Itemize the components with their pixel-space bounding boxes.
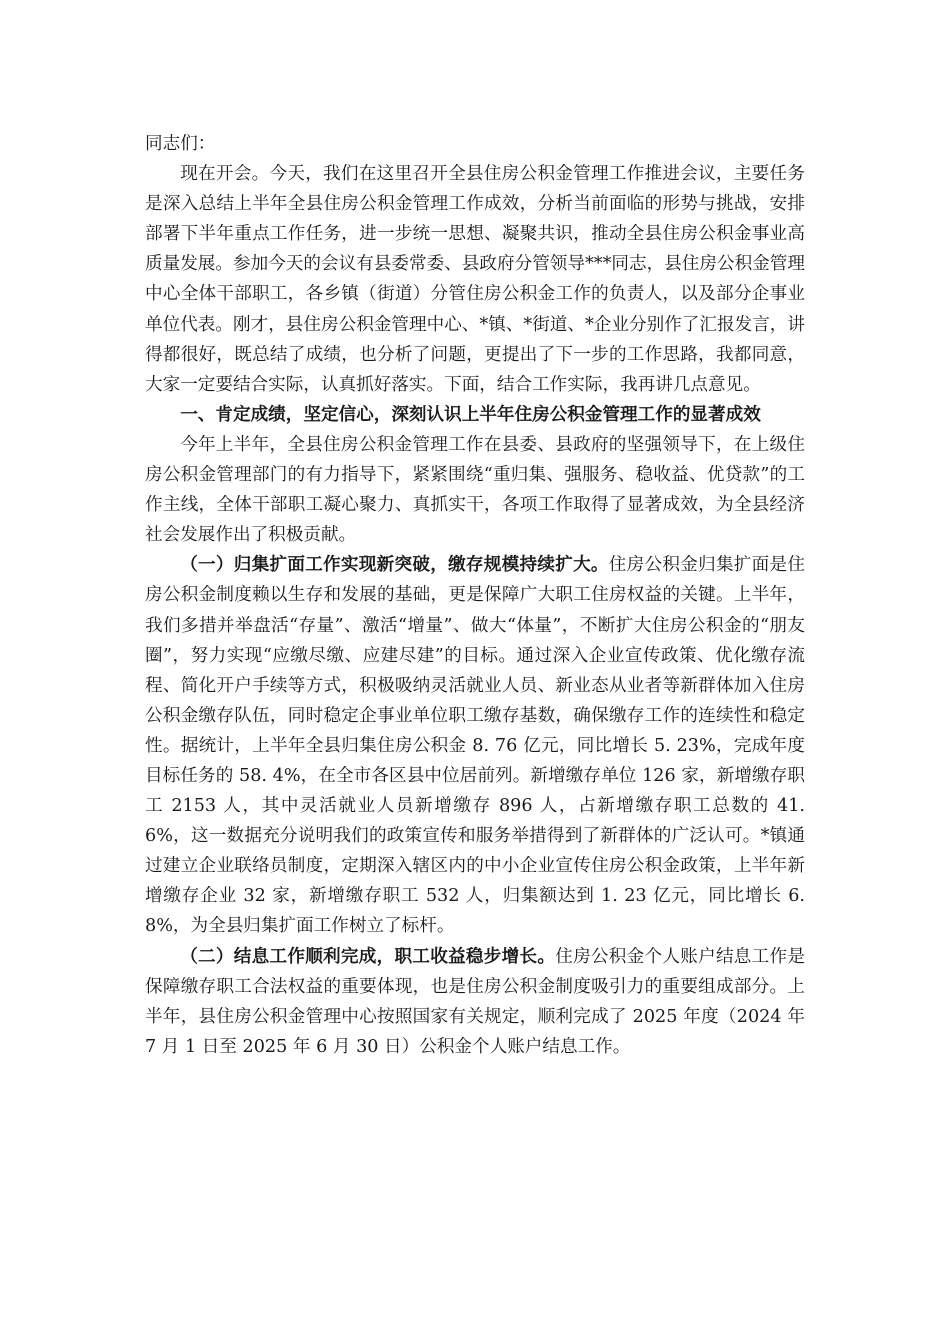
subsection-1-body: 住房公积金归集扩面是住房公积金制度赖以生存和发展的基础，更是保障广大职工住房权益的关键。上半年，我们多措并举盘活“存量”、激活“增量”、做大“体量”，不断扩大住房公积金的“朋友圈”，努力实现“应缴尽缴、应建尽建”的目标。通过深入企业宣传政策、优化缴存流程、简化开户手续等方式，积极吸纳灵活就业人员、新业态从业者等新群体加入住房公积金缴存队伍，同时稳定企事业单位职工缴存基数，确保缴存工作的连续性和稳定性。据统计，上半年全县归集住房公积金 8. 76 亿元，同比增长 5. 23%，完成年度目标任务的 58. 4%，在全市各区县中位居前列。新增缴存单位 126 家，新增缴存职工 2153 人，其中灵活就业人员新增缴存 896 人，占新增缴存职工总数的 41. 6%，这一数据充分说明我们的政策宣传和服务举措得到了新群体的广泛认可。*镇通过建立企业联络员制度，定期深入辖区内的中小企业宣传住房公积金政策，上半年新增缴存企业 32 家，新增缴存职工 532 人，归集额达到 1. 23 亿元，同比增长 6. 8%，为全县归集扩面工作树立了标杆。 xyxy=(145,555,805,937)
subsection-1-lead: （一）归集扩面工作实现新突破，缴存规模持续扩大。 xyxy=(180,554,609,576)
section-1-intro: 今年上半年，全县住房公积金管理工作在县委、县政府的坚强领导下，在上级住房公积金管理部门的有力指导下，紧紧围绕“重归集、强服务、稳收益、优贷款”的工作主线，全体干部职工凝心聚力、真抓实干，各项工作取得了显著成效，为全县经济社会发展作出了积极贡献。 xyxy=(145,434,805,546)
subsection-2-body: 住房公积金个人账户结息工作是保障缴存职工合法权益的重要体现，也是住房公积金制度吸引力的重要组成部分。上半年，县住房公积金管理中心按照国家有关规定，顺利完成了 2025 年度（2024 年 7 月 1 日至 2025 年 6 月 30 日）公积金个人账户结息工作。 xyxy=(145,946,805,1057)
opening-paragraph: 现在开会。今天，我们在这里召开全县住房公积金管理工作推进会议，主要任务是深入总结上半年全县住房公积金管理工作成效，分析当前面临的形势与挑战，安排部署下半年重点工作任务，进一步统一思想、凝聚共识，推动全县住房公积金事业高质量发展。参加今天的会议有县委常委、县政府分管领导***同志，县住房公积金管理中心全体干部职工，各乡镇（街道）分管住房公积金工作的负责人，以及部分企事业单位代表。刚才，县住房公积金管理中心、*镇、*街道、*企业分别作了汇报发言，讲得都很好，既总结了成绩，也分析了问题，更提出了下一步的工作思路，我都同意，大家一定要结合实际，认真抓好落实。下面，结合工作实际，我再讲几点意见。 xyxy=(145,164,805,395)
section-1-heading: 一、肯定成绩，坚定信心，深刻认识上半年住房公积金管理工作的显著成效 xyxy=(180,403,761,425)
subsection-1-paragraph xyxy=(145,550,805,941)
document-page xyxy=(145,129,805,1062)
greeting: 同志们： xyxy=(145,134,216,154)
subsection-2-paragraph xyxy=(145,942,805,1062)
subsection-2-lead: （二）结息工作顺利完成，职工收益稳步增长。 xyxy=(180,945,556,967)
